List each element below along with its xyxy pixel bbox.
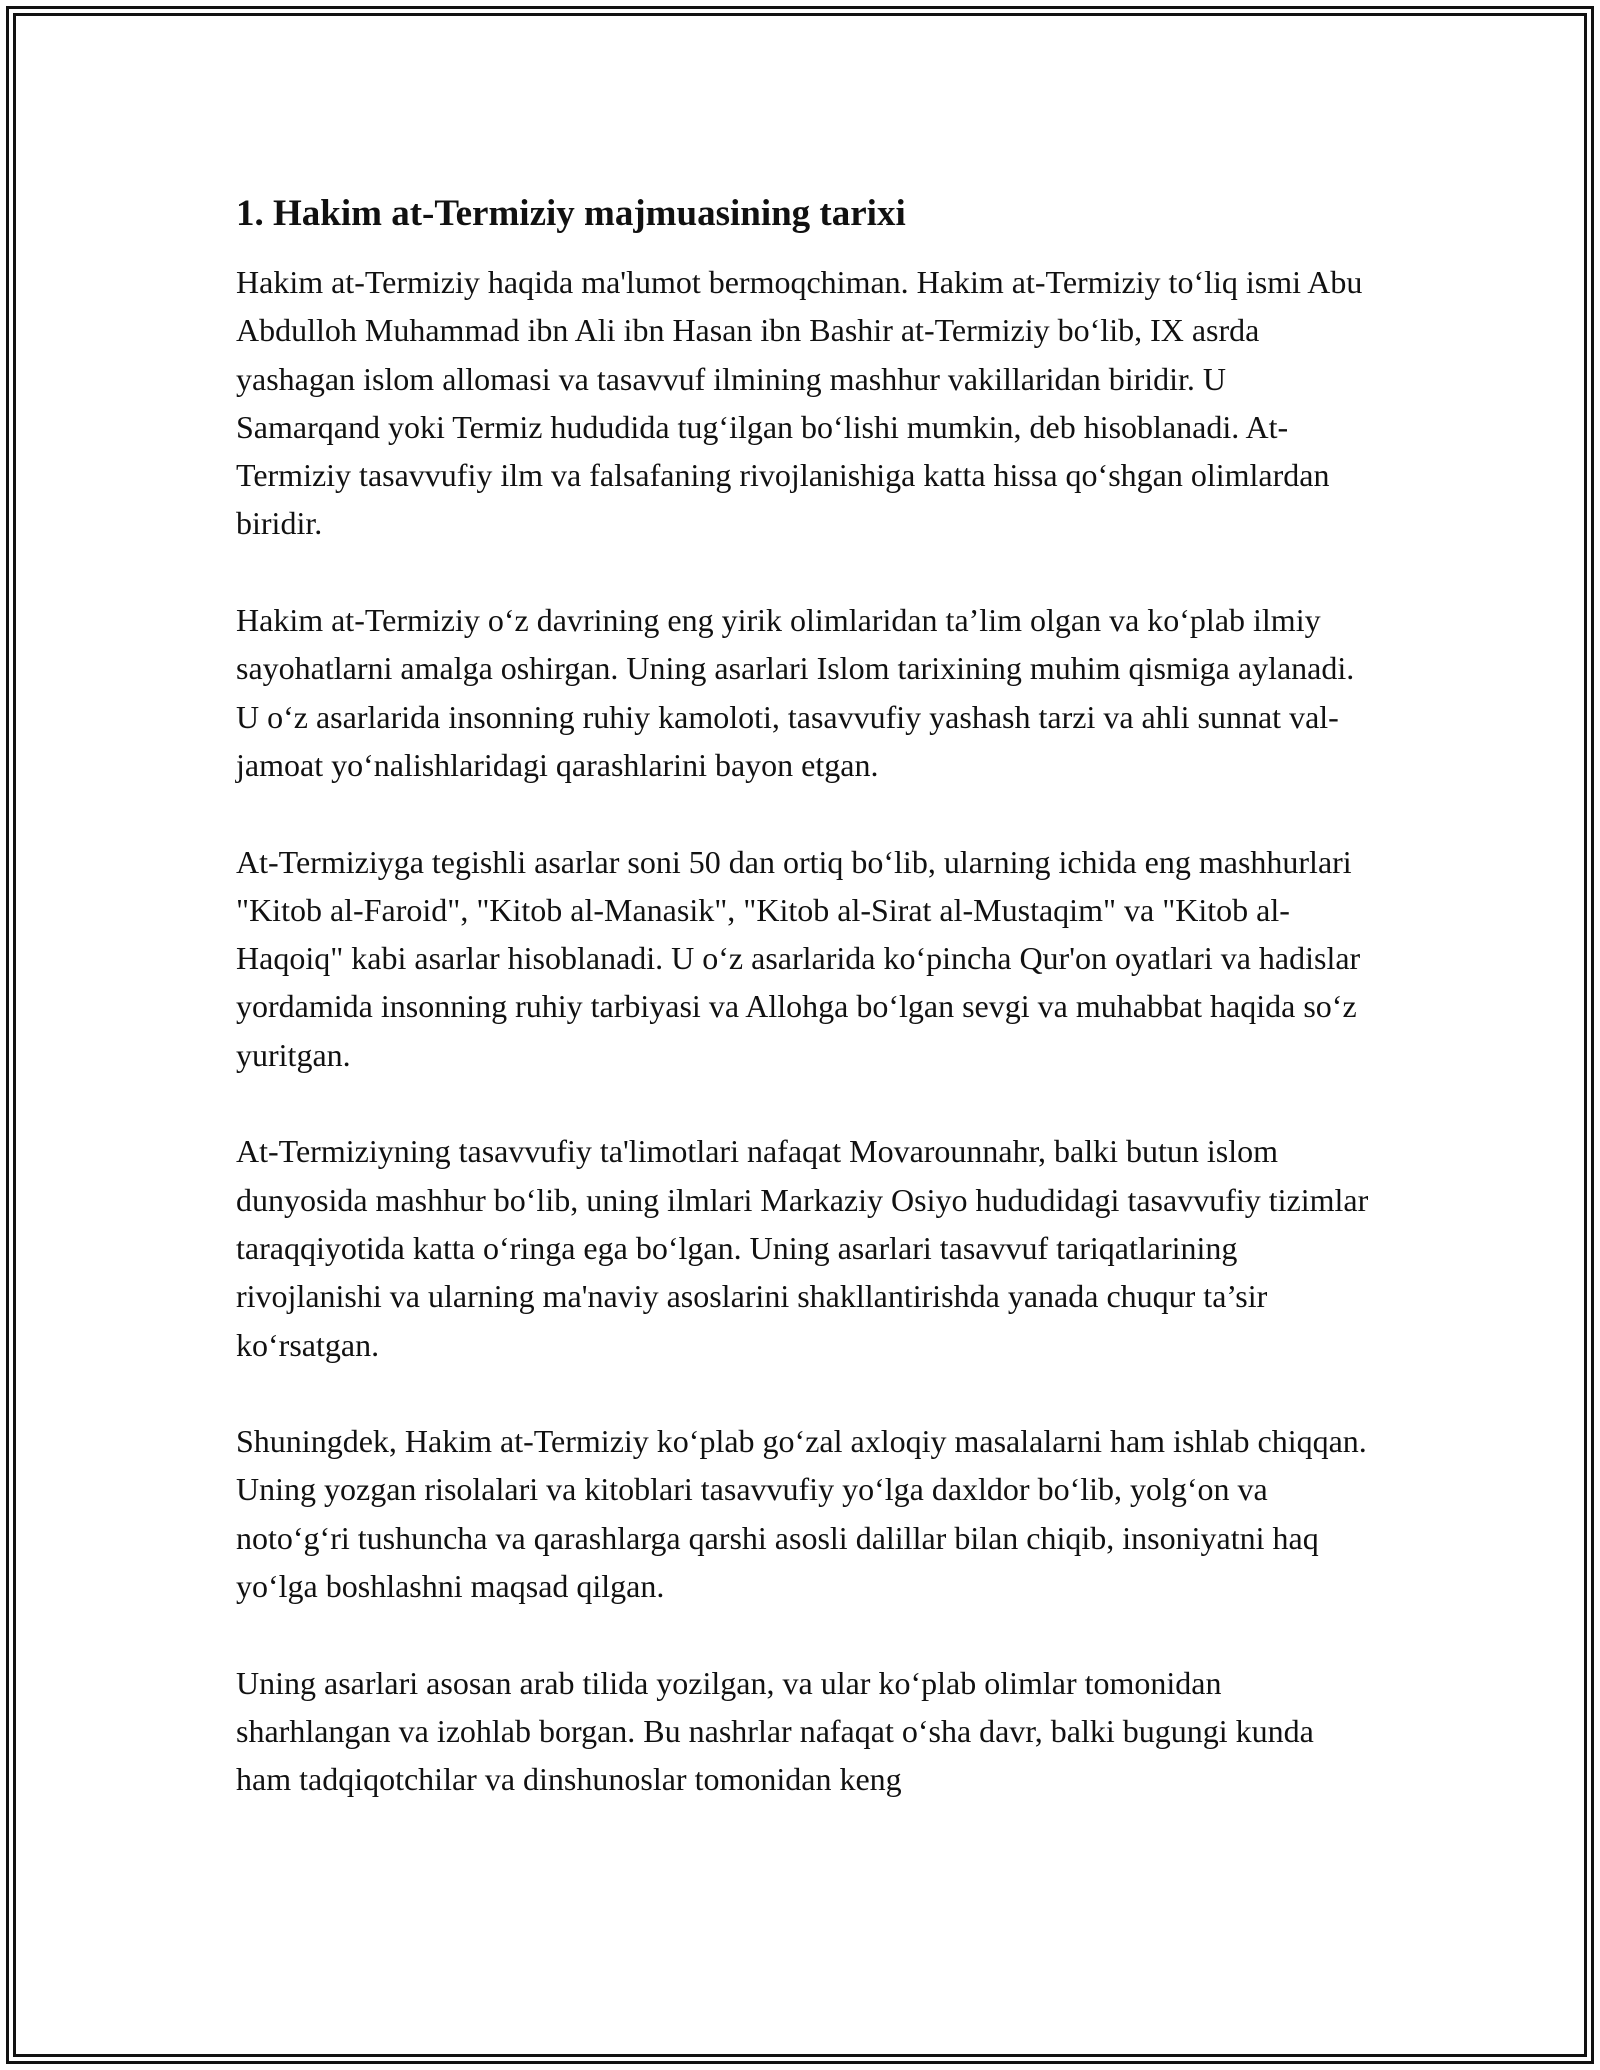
document-title: 1. Hakim at-Termiziy majmuasining tarixi (236, 193, 906, 234)
paragraph-1: Hakim at-Termiziy haqida ma'lumot bermoqchiman. Hakim at-Termiziy to‘liq ismi Abu Abdulloh Muhammad ibn Ali ibn Hasan ibn Bashir at-Termiziy bo‘lib, IX asrda yashagan islom allomasi va tasavvuf ilmining mashhur vakillaridan biridir. U Samarqand yoki Termiz hududida tug‘ilgan bo‘lishi mumkin, deb hisoblanadi. At-Termiziy tasavvufiy ilm va falsafaning rivojlanishiga katta hissa qo‘shgan olimlardan biridir. (236, 264, 1363, 542)
paragraph-4: At-Termiziyning tasavvufiy ta'limotlari nafaqat Movarounnahr, balki butun islom dunyosida mashhur bo‘lib, uning ilmlari Markaziy Osiyo hududidagi tasavvufiy tizimlar taraqqiyotida katta o‘ringa ega bo‘lgan. Uning asarlari tasavvuf tariqatlarining rivojlanishi va ularning ma'naviy asoslarini shakllantirishda yanada chuqur ta’sir ko‘rsatgan. (236, 1133, 1369, 1363)
paragraph-6: Uning asarlari asosan arab tilida yozilgan, va ular ko‘plab olimlar tomonidan sharhlangan va izohlab borgan. Bu nashrlar nafaqat o‘sha davr, balki bugungi kunda ham tadqiqotchilar va dinshunoslar tomonidan keng (236, 1664, 1314, 1798)
paragraph-3: At-Termiziyga tegishli asarlar soni 50 dan ortiq bo‘lib, ularning ichida eng mashhurlari "Kitob al-Faroid", "Kitob al-Manasik", "Kitob al-Sirat al-Mustaqim" va "Kitob al-Haqoiq" kabi asarlar hisoblanadi. U o‘z asarlarida ko‘pincha Qur'on oyatlari va hadislar yordamida insonning ruhiy tarbiyasi va Allohga bo‘lgan sevgi va muhabbat haqida so‘z yuritgan. (236, 843, 1361, 1073)
paragraph-2: Hakim at-Termiziy o‘z davrining eng yirik olimlaridan ta’lim olgan va ko‘plab ilmiy sayohatlarni amalga oshirgan. Uning asarlari Islom tarixining muhim qismiga aylanadi. U o‘z asarlarida insonning ruhiy kamoloti, tasavvufiy yashash tarzi va ahli sunnat val-jamoat yo‘nalishlaridagi qarashlarini bayon etgan. (236, 602, 1355, 783)
paragraph-5: Shuningdek, Hakim at-Termiziy ko‘plab go‘zal axloqiy masalalarni ham ishlab chiqqan. Uning yozgan risolalari va kitoblari tasavvufiy yo‘lga daxldor bo‘lib, yolg‘on va noto‘g‘ri tushuncha va qarashlarga qarshi asosli dalillar bilan chiqib, insoniyatni haq yo‘lga boshlashni maqsad qilgan. (236, 1423, 1367, 1605)
document-body (236, 188, 1376, 1804)
